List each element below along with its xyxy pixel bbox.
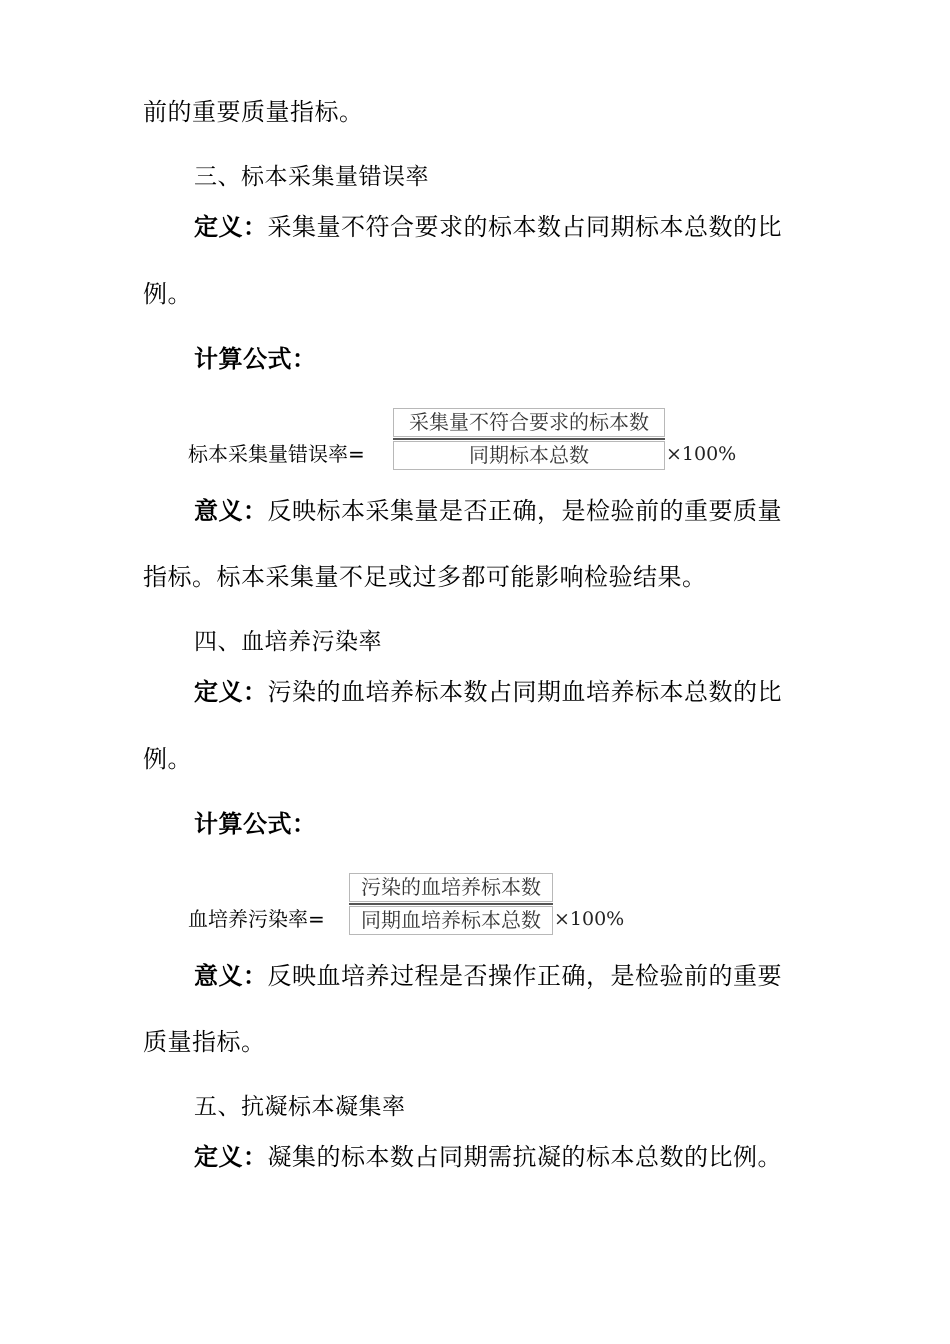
meaning-4-continuation: 质量指标。 — [143, 1028, 266, 1056]
formula-label: 血培养污染率= — [188, 907, 325, 931]
definition-4-continuation: 例。 — [143, 745, 192, 773]
meaning-3-continuation: 指标。标本采集量不足或过多都可能影响检验结果。 — [143, 563, 707, 591]
definition-3-continuation: 例。 — [143, 280, 192, 308]
fraction-denominator: 同期血培养标本总数 — [349, 906, 553, 935]
definition-3 — [194, 210, 782, 244]
meaning-4 — [194, 959, 782, 993]
meaning-text: 反映血培养过程是否操作正确，是检验前的重要 — [267, 962, 782, 990]
section-heading-4: 四、血培养污染率 — [194, 629, 382, 655]
section-heading-3: 三、标本采集量错误率 — [194, 164, 429, 190]
fraction-numerator: 采集量不符合要求的标本数 — [393, 408, 665, 437]
formula-multiplier: ×100% — [554, 908, 625, 930]
definition-label: 定义： — [194, 1143, 268, 1171]
fraction-numerator: 污染的血培养标本数 — [349, 873, 553, 902]
definition-text: 凝集的标本数占同期需抗凝的标本总数的比例。 — [267, 1143, 782, 1171]
fraction-denominator: 同期标本总数 — [393, 441, 665, 470]
definition-5 — [194, 1140, 782, 1174]
meaning-3 — [194, 494, 782, 528]
formula-heading-3: 计算公式： — [194, 345, 317, 373]
fraction-bar — [393, 438, 665, 440]
definition-4 — [194, 675, 782, 709]
meaning-label: 意义： — [194, 497, 268, 525]
definition-label: 定义： — [194, 213, 268, 241]
meaning-text: 反映标本采集量是否正确，是检验前的重要质量 — [267, 497, 782, 525]
formula-label: 标本采集量错误率= — [188, 442, 365, 466]
meaning-label: 意义： — [194, 962, 268, 990]
formula-multiplier: ×100% — [666, 443, 737, 465]
fraction-bar — [349, 903, 553, 905]
definition-text: 采集量不符合要求的标本数占同期标本总数的比 — [267, 213, 782, 241]
definition-text: 污染的血培养标本数占同期血培养标本总数的比 — [267, 678, 782, 706]
paragraph-continuation: 前的重要质量指标。 — [143, 98, 364, 126]
formula-heading-4: 计算公式： — [194, 810, 317, 838]
definition-label: 定义： — [194, 678, 268, 706]
section-heading-5: 五、抗凝标本凝集率 — [194, 1094, 406, 1120]
